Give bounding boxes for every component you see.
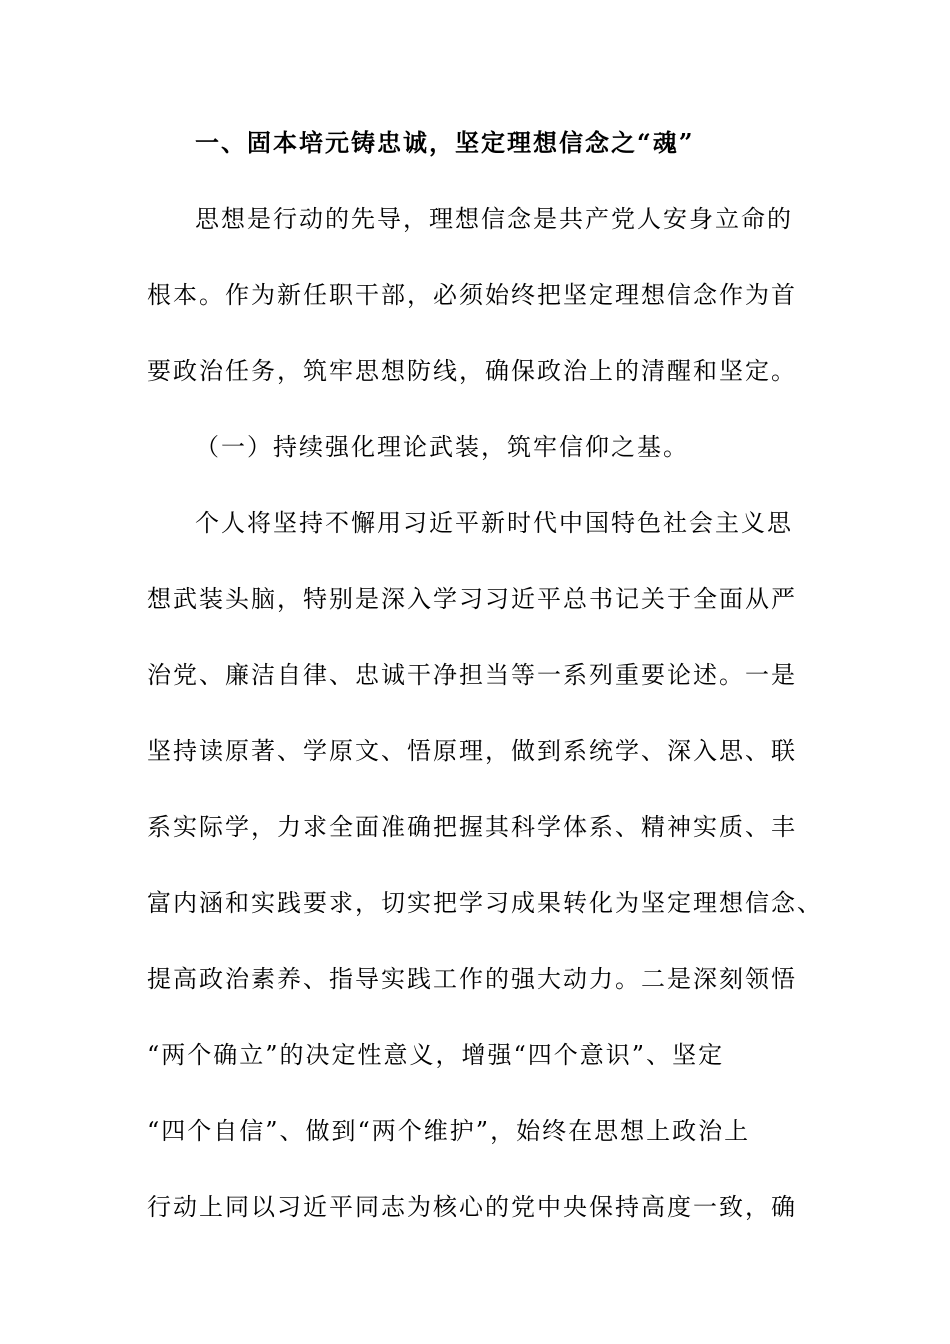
paragraph-line: 行动上同以习近平同志为核心的党中央保持高度一致，确 [147, 1193, 797, 1221]
paragraph-line: 坚持读原著、学原文、悟原理，做到系统学、深入思、联 [147, 737, 797, 765]
section-heading: 一、固本培元铸忠诚，坚定理想信念之“魂” [195, 128, 695, 157]
paragraph-line: 个人将坚持不懈用习近平新时代中国特色社会主义思 [195, 509, 793, 537]
paragraph-line: 思想是行动的先导，理想信念是共产党人安身立命的 [195, 205, 793, 233]
subsection-heading: （一）持续强化理论武装，筑牢信仰之基。 [195, 433, 689, 461]
paragraph-line: 提高政治素养、指导实践工作的强大动力。二是深刻领悟 [147, 965, 797, 993]
paragraph-line: 想武装头脑，特别是深入学习习近平总书记关于全面从严 [147, 585, 797, 613]
paragraph-line: “四个自信”、做到“两个维护”，始终在思想上政治上 [147, 1117, 751, 1145]
paragraph-line: 根本。作为新任职干部，必须始终把坚定理想信念作为首 [147, 281, 797, 309]
paragraph-line: “两个确立”的决定性意义，增强“四个意识”、坚定 [147, 1041, 725, 1069]
paragraph-line: 系实际学，力求全面准确把握其科学体系、精神实质、丰 [147, 813, 797, 841]
paragraph-line: 治党、廉洁自律、忠诚干净担当等一系列重要论述。一是 [147, 661, 797, 689]
paragraph-line: 要政治任务，筑牢思想防线，确保政治上的清醒和坚定。 [147, 357, 797, 385]
paragraph-line: 富内涵和实践要求，切实把学习成果转化为坚定理想信念、 [147, 889, 823, 917]
